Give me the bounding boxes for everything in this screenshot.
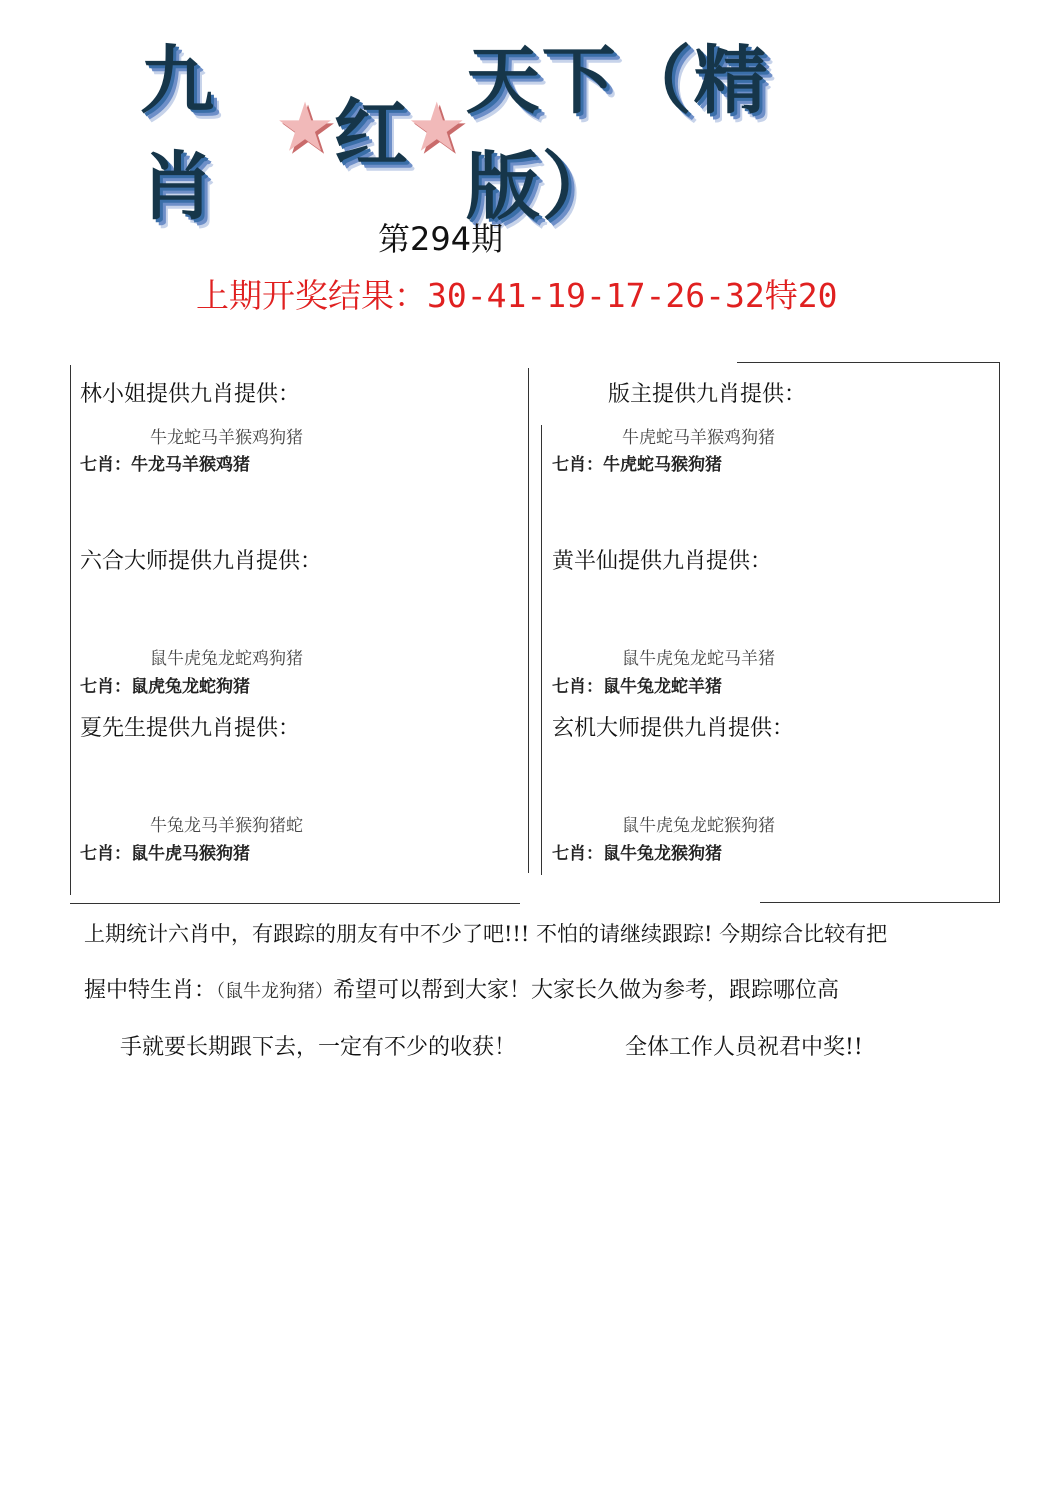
frame-line-bottom-right: [760, 902, 1000, 903]
block-title: 六合大师提供九肖提供：: [80, 549, 323, 574]
frame-line-right: [999, 362, 1000, 902]
frame-line-bottom-left: [70, 903, 520, 904]
footer-line-1: 上期统计六肖中，有跟踪的朋友有中不少了吧!!! 不怕的请继续跟踪! 今期综合比较有把: [84, 922, 888, 946]
block-title: 版主提供九肖提供：: [608, 382, 807, 407]
last-draw-result: [196, 270, 838, 317]
footer-line-3a: 手就要长期跟下去，一定有不少的收获！: [120, 1035, 517, 1060]
nine-zodiac: 鼠牛虎兔龙蛇猴狗猪: [622, 816, 775, 836]
seven-zodiac: 七肖：鼠牛兔龙蛇羊猪: [552, 677, 722, 697]
nine-zodiac: 牛虎蛇马羊猴鸡狗猪: [622, 428, 775, 448]
nine-zodiac: 鼠牛虎兔龙蛇鸡狗猪: [150, 649, 303, 669]
nine-zodiac: 牛兔龙马羊猴狗猪蛇: [150, 816, 303, 836]
frame-line-left: [70, 365, 71, 895]
logo-text-1: 九肖: [140, 37, 216, 230]
seven-zodiac: 七肖：牛龙马羊猴鸡猪: [80, 455, 250, 475]
footer-line-2-prefix: 握中特生肖：: [84, 978, 217, 1003]
frame-line-center-left: [528, 368, 529, 873]
footer-line-2-suffix: 希望可以帮到大家！大家长久做为参考，跟踪哪位高: [333, 978, 840, 1003]
seven-zodiac: 七肖：鼠牛兔龙猴狗猪: [552, 844, 722, 864]
star-icon: ★: [409, 92, 466, 163]
seven-zodiac: 七肖：牛虎蛇马猴狗猪: [552, 455, 722, 475]
seven-zodiac: 七肖：鼠虎兔龙蛇狗猪: [80, 677, 250, 697]
logo-text-3: 天下（精版）: [465, 37, 770, 230]
seven-zodiac: 七肖：鼠牛虎马猴狗猪: [80, 844, 250, 864]
logo-text-2: 红: [333, 90, 410, 177]
block-title: 玄机大师提供九肖提供：: [552, 716, 795, 741]
frame-line-top: [737, 362, 1000, 363]
block-title: 黄半仙提供九肖提供：: [552, 549, 773, 574]
result-label: 上期开奖结果：: [196, 276, 427, 315]
special-zodiac-highlight: （鼠牛龙狗猪）: [216, 981, 334, 1002]
footer-line-2: [84, 973, 839, 1004]
nine-zodiac: 鼠牛虎兔龙蛇马羊猪: [622, 649, 775, 669]
nine-zodiac: 牛龙蛇马羊猴鸡狗猪: [150, 428, 303, 448]
star-icon: ★: [278, 92, 334, 163]
issue-number: 第294期: [378, 220, 504, 258]
footer-line-3b: 全体工作人员祝君中奖!!: [625, 1035, 863, 1060]
frame-line-center-right: [541, 425, 542, 875]
site-logo: [140, 37, 880, 230]
block-title: 夏先生提供九肖提供：: [80, 716, 301, 741]
result-numbers: 30-41-19-17-26-32特20: [427, 276, 838, 315]
block-title: 林小姐提供九肖提供：: [80, 382, 301, 407]
